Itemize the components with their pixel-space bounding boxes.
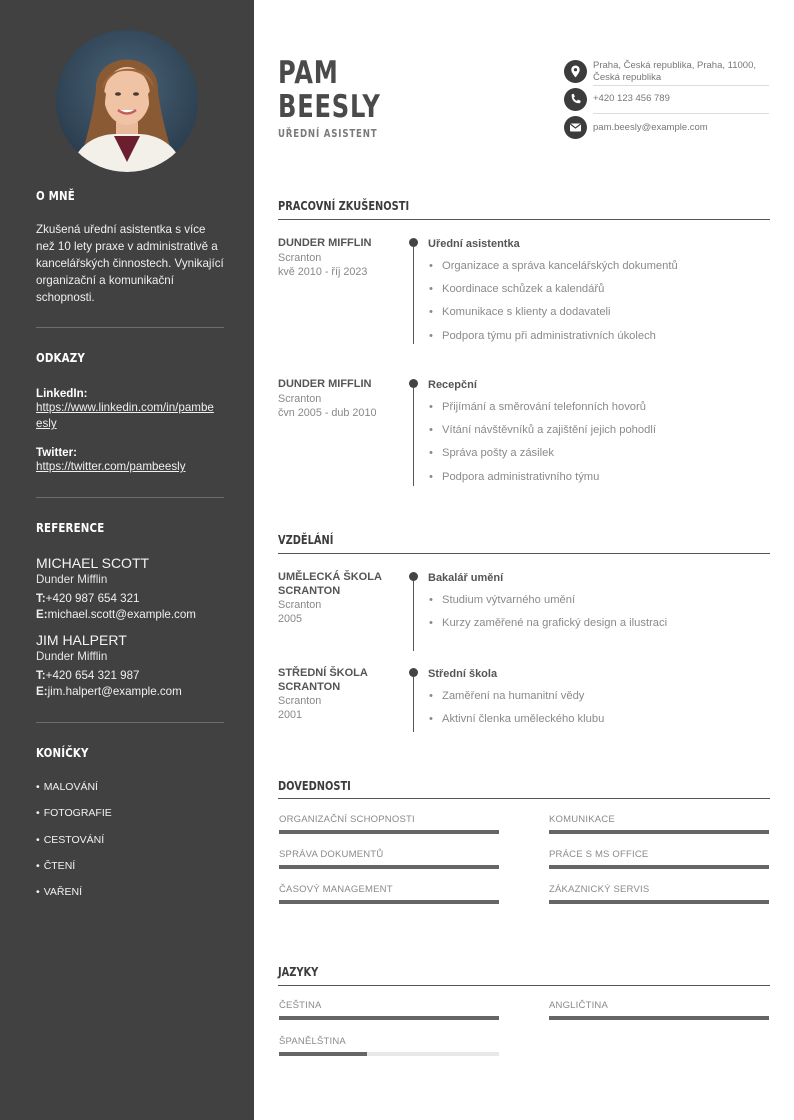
role-title: Recepční	[428, 379, 477, 391]
about-heading: O MNĚ	[36, 188, 75, 203]
skill-bar-fill	[279, 900, 499, 904]
language-bar	[279, 1052, 499, 1056]
reference-company: Dunder Mifflin	[36, 650, 108, 663]
bullet-item: • Podpora administrativního týmu	[428, 470, 770, 493]
link-label: LinkedIn:	[36, 387, 88, 400]
employer-location: Scranton	[278, 251, 322, 264]
hobby-item: • ČTENÍ	[36, 859, 224, 885]
skill-bar	[549, 900, 769, 904]
bullet-item: • Zaměření na humanitní vědy	[428, 689, 770, 712]
bullet-item: • Organizace a správa kancelářských dokumentů	[428, 259, 770, 282]
languages-heading: JAZYKY	[278, 965, 319, 979]
language-bar	[549, 1016, 769, 1020]
twitter-link[interactable]: https://twitter.com/pambeesly	[36, 460, 186, 473]
job-title: UŘEDNÍ ASISTENT	[278, 128, 378, 140]
employer-location: Scranton	[278, 392, 322, 405]
school-name: STŘEDNÍ ŠKOLA SCRANTON	[278, 667, 368, 693]
link-linkedin	[36, 387, 224, 432]
skill-label: PRÁCE S MS OFFICE	[549, 849, 649, 860]
phone-text: +420 123 456 789	[593, 93, 670, 104]
experience-heading: PRACOVNÍ ZKUŠENOSTI	[278, 199, 410, 213]
profile-photo-image	[56, 30, 198, 172]
section-divider	[278, 985, 770, 986]
linkedin-link[interactable]: https://www.linkedin.com/in/pambeesly	[36, 401, 214, 430]
skill-bar-fill	[549, 865, 769, 869]
timeline-dot	[409, 572, 418, 581]
bullet-item: • Komunikace s klienty a dodavateli	[428, 305, 770, 328]
bullet-item: • Aktivní členka uměleckého klubu	[428, 712, 770, 735]
address-text: Praha, Česká republika, Praha, 11000, Česká republika	[593, 60, 757, 83]
skill-bar	[279, 900, 499, 904]
employer-name: DUNDER MIFFLIN	[278, 378, 372, 390]
skill-item	[549, 814, 769, 826]
section-divider	[278, 798, 770, 799]
language-bar-fill	[549, 1016, 769, 1020]
divider	[36, 327, 224, 328]
role-title: Uřední asistentka	[428, 238, 520, 250]
skills-heading: DOVEDNOSTI	[278, 779, 351, 793]
language-item	[279, 1036, 499, 1048]
language-label: ANGLIČTINA	[549, 1000, 609, 1011]
sidebar	[0, 0, 254, 1120]
skill-bar	[549, 830, 769, 834]
employer-name: DUNDER MIFFLIN	[278, 237, 372, 249]
skill-bar-fill	[549, 830, 769, 834]
language-label: ČEŠTINA	[279, 1000, 322, 1011]
timeline-line	[413, 576, 414, 651]
timeline-dot	[409, 379, 418, 388]
language-bar-fill	[279, 1016, 499, 1020]
hobby-item: • VAŘENÍ	[36, 885, 224, 911]
about-section	[36, 188, 224, 306]
bullet-item: • Koordinace schůzek a kalendářů	[428, 282, 770, 305]
timeline-dot	[409, 668, 418, 677]
skill-label: SPRÁVA DOKUMENTŮ	[279, 849, 384, 860]
divider	[593, 113, 769, 114]
location-pin-icon	[564, 60, 587, 83]
school-location: Scranton	[278, 695, 322, 707]
section-divider	[278, 553, 770, 554]
link-label: Twitter:	[36, 446, 78, 459]
phone-icon	[564, 88, 587, 111]
reference-item	[36, 555, 224, 623]
about-text: Zkušená uřední asistentka s více než 10 lety praxe v administrativě a kancelářských činnostech. Vynikající organizační a komunikační schopnosti.	[36, 223, 224, 304]
skill-bar	[279, 830, 499, 834]
bullet-item: • Studium výtvarného umění	[428, 593, 770, 616]
bullet-item: • Přijímání a směrování telefonních hovorů	[428, 400, 770, 423]
language-item	[549, 1000, 769, 1012]
envelope-icon	[564, 116, 587, 139]
skill-bar	[279, 865, 499, 869]
reference-company: Dunder Mifflin	[36, 573, 108, 586]
skill-label: ČASOVÝ MANAGEMENT	[279, 884, 393, 895]
skill-bar-fill	[549, 900, 769, 904]
links-section	[36, 350, 224, 475]
last-name: BEESLY	[278, 89, 381, 125]
school-dates: 2001	[278, 709, 303, 721]
skill-label: ZÁKAZNICKÝ SERVIS	[549, 884, 650, 895]
first-name: PAM	[278, 55, 339, 91]
skill-label: ORGANIZAČNÍ SCHOPNOSTI	[279, 814, 415, 825]
references-heading: REFERENCE	[36, 520, 105, 535]
education-heading: VZDĚLÁNÍ	[278, 533, 334, 547]
references-section	[36, 520, 224, 700]
divider	[36, 497, 224, 498]
email-text: pam.beesly@example.com	[593, 122, 708, 133]
skill-bar	[549, 865, 769, 869]
hobbies-heading: KONÍČKY	[36, 745, 89, 760]
reference-name: JIM HALPERT	[36, 632, 127, 648]
hobby-item: • MALOVÁNÍ	[36, 780, 224, 806]
language-bar	[279, 1016, 499, 1020]
school-name: UMĚLECKÁ ŠKOLA SCRANTON	[278, 571, 382, 597]
bullet-item: • Podpora týmu při administrativních úkolech	[428, 329, 770, 352]
hobby-item: • FOTOGRAFIE	[36, 806, 224, 832]
reference-item	[36, 632, 224, 700]
school-dates: 2005	[278, 613, 303, 625]
bullet-item: • Správa pošty a zásilek	[428, 446, 770, 469]
skill-item	[549, 884, 769, 896]
skill-item	[549, 849, 769, 861]
skill-item	[279, 884, 499, 896]
language-bar-fill	[279, 1052, 367, 1056]
language-label: ŠPANĚLŠTINA	[279, 1036, 346, 1047]
full-name	[278, 56, 381, 124]
employment-dates: čvn 2005 - dub 2010	[278, 406, 377, 419]
skill-item	[279, 814, 499, 826]
link-twitter	[36, 446, 224, 475]
reference-email: E:jim.halpert@example.com	[36, 685, 182, 698]
section-divider	[278, 219, 770, 220]
timeline-line	[413, 383, 414, 486]
degree-title: Bakalář umění	[428, 572, 504, 584]
links-heading: ODKAZY	[36, 350, 85, 365]
skill-bar-fill	[279, 830, 499, 834]
skill-item	[279, 849, 499, 861]
degree-title: Střední škola	[428, 668, 498, 680]
hobby-item: • CESTOVÁNÍ	[36, 833, 224, 859]
skill-bar-fill	[279, 865, 499, 869]
profile-photo	[56, 30, 198, 172]
divider	[593, 85, 769, 86]
reference-name: MICHAEL SCOTT	[36, 555, 150, 571]
timeline-dot	[409, 238, 418, 247]
school-location: Scranton	[278, 599, 322, 611]
hobbies-section	[36, 745, 224, 911]
divider	[36, 722, 224, 723]
reference-phone: T:+420 987 654 321	[36, 592, 140, 605]
skill-label: KOMUNIKACE	[549, 814, 615, 825]
timeline-line	[413, 672, 414, 732]
language-item	[279, 1000, 499, 1012]
reference-email: E:michael.scott@example.com	[36, 608, 196, 621]
timeline-line	[413, 242, 414, 344]
reference-phone: T:+420 654 321 987	[36, 669, 140, 682]
bullet-item: • Kurzy zaměřené na grafický design a ilustraci	[428, 616, 770, 639]
employment-dates: kvě 2010 - říj 2023	[278, 265, 368, 278]
bullet-item: • Vítání návštěvníků a zajištění jejich pohodlí	[428, 423, 770, 446]
